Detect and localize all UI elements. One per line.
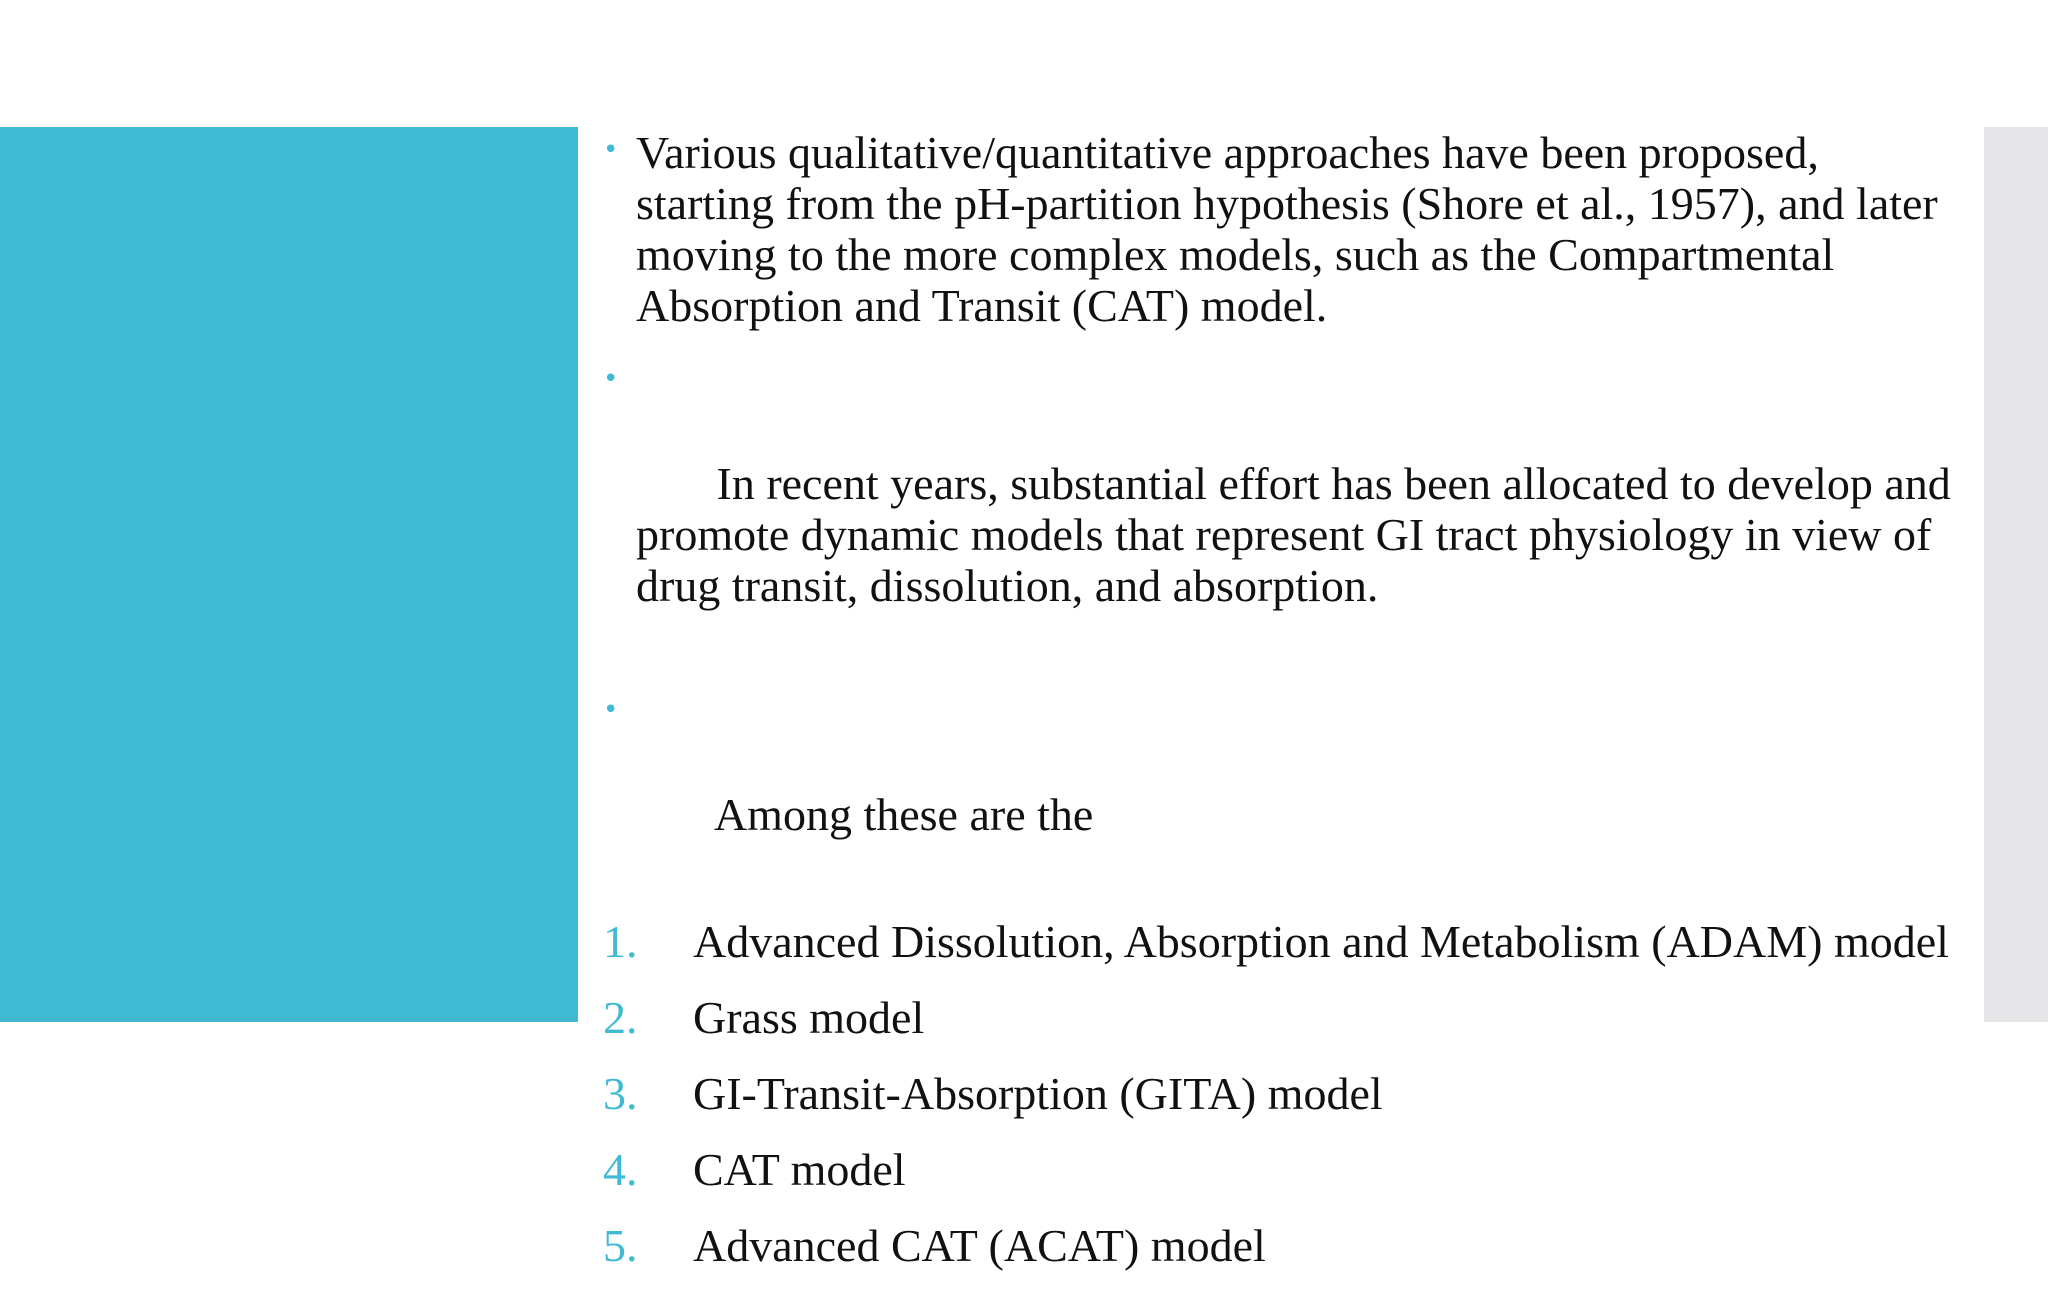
slide-content	[600, 127, 1963, 1296]
item-text: GI-Transit-Absorption (GITA) model	[693, 1068, 1383, 1119]
item-number: 5.	[603, 1220, 638, 1271]
bullet-item	[600, 127, 1960, 331]
side-strip	[1984, 127, 2048, 1022]
item-text: Grass model	[693, 992, 925, 1043]
item-number: 3.	[603, 1068, 638, 1119]
numbered-item	[600, 992, 1960, 1043]
bullet-text: In recent years, substantial effort has been allocated to develop and promote dynamic models that represent GI tract physiology in view of drug transit, dissolution, and absorption.	[636, 458, 1963, 611]
bullet-marker: •	[603, 695, 619, 725]
item-number: 4.	[603, 1144, 638, 1195]
numbered-item	[600, 1068, 1960, 1119]
item-number: 1.	[603, 916, 638, 967]
bullet-marker: •	[603, 364, 619, 394]
numbered-item	[600, 1144, 1960, 1195]
bullet-marker: •	[603, 135, 619, 165]
item-text: Advanced Dissolution, Absorption and Metabolism (ADAM) model	[693, 916, 1949, 967]
item-text: CAT model	[693, 1144, 906, 1195]
numbered-item	[600, 916, 1960, 967]
item-number: 2.	[603, 992, 638, 1043]
bullet-text: Various qualitative/quantitative approaches have been proposed, starting from the pH-partition hypothesis (Shore et al., 1957), and later moving to the more complex models, such as the Compartmental Absorption and Transit (CAT) model.	[636, 127, 1938, 331]
bullet-item	[600, 356, 1963, 662]
bullet-text: Among these are the	[705, 789, 1094, 840]
numbered-item	[600, 1220, 1960, 1271]
item-text: Advanced CAT (ACAT) model	[693, 1220, 1266, 1271]
accent-panel	[0, 127, 578, 1022]
bullet-item	[600, 687, 1960, 891]
